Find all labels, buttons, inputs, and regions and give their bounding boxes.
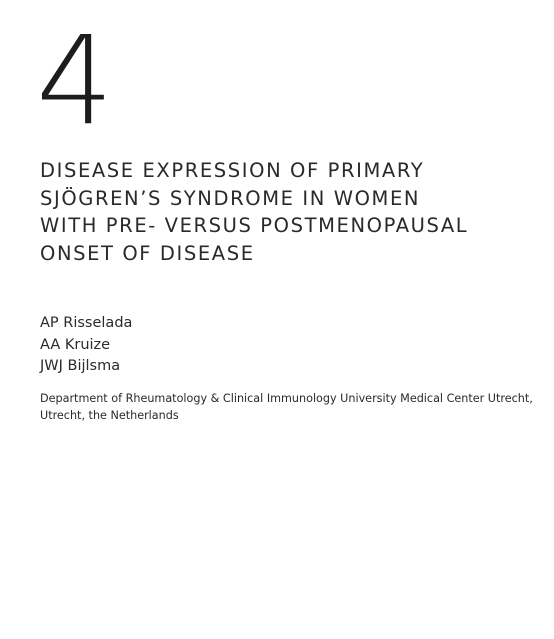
chapter-number: 4 [36, 10, 112, 152]
chapter-title-line: SJÖGREN’S SYNDROME IN WOMEN [40, 186, 421, 210]
affiliation-line: Department of Rheumatology & Clinical Immunology University Medical Center Utrecht, [40, 392, 533, 405]
chapter-title-line: WITH PRE- VERSUS POSTMENOPAUSAL [40, 214, 469, 237]
author-name: AA Kruize [40, 336, 111, 353]
affiliation-line: Utrecht, the Netherlands [40, 408, 179, 422]
affiliation [40, 391, 540, 424]
chapter-title-line: DISEASE EXPRESSION OF PRIMARY [40, 159, 425, 182]
author-name: JWJ Bijlsma [40, 358, 121, 374]
author-name: AP Risselada [40, 315, 133, 331]
author-list [40, 313, 132, 378]
chapter-title-line: ONSET OF DISEASE [40, 241, 255, 265]
chapter-title [40, 157, 540, 267]
